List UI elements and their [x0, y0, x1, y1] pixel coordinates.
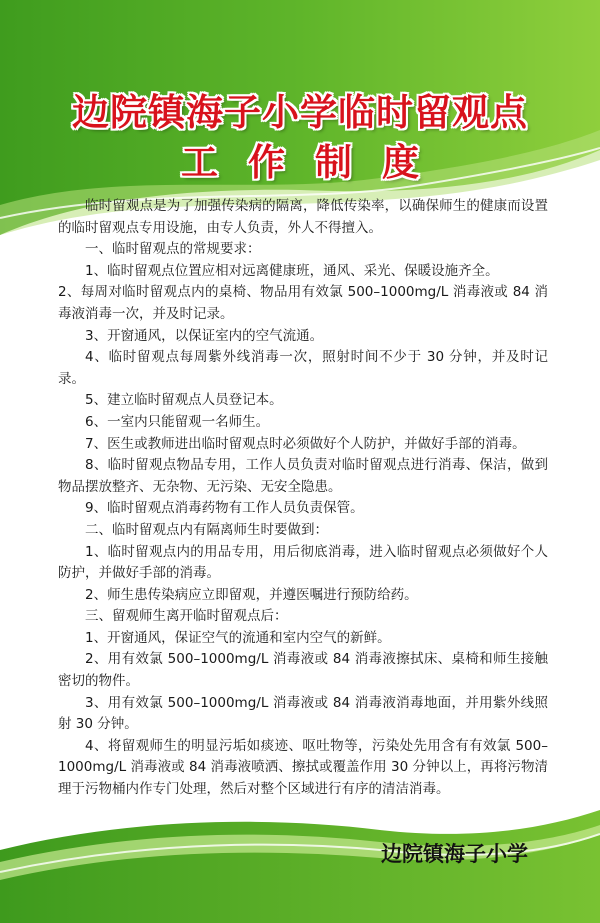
section-heading: 三、留观师生离开临时留观点后： — [85, 608, 288, 625]
rule-item: 1、临时留观点位置应相对远离健康班，通风、采光、保暖设施齐全。 — [85, 262, 499, 279]
intro-paragraph: 临时留观点是为了加强传染病的隔离，降低传染率，以确保师生的健康而设置的临时留观点专用设施，由专人负责，外人不得擅入。 — [58, 198, 548, 236]
regulation-body — [58, 196, 548, 801]
rule-item: 2、用有效氯 500–1000mg/L 消毒液或 84 消毒液擦拭床、桌椅和师生接触密切的物件。 — [58, 651, 548, 690]
section-heading: 二、临时留观点内有隔离师生时要做到： — [85, 521, 328, 538]
rule-item: 8、临时留观点物品专用，工作人员负责对临时留观点进行消毒、保洁，做到物品摆放整齐、无杂物、无污染、无安全隐患。 — [58, 457, 548, 495]
rule-item: 2、每周对临时留观点内的桌椅、物品用有效氯 500–1000mg/L 消毒液或 84 消毒液消毒一次，并及时记录。 — [58, 284, 548, 322]
title-line-2: 工作制度 — [181, 140, 449, 184]
rule-item: 1、开窗通风，保证空气的流通和室内空气的新鲜。 — [85, 629, 391, 646]
rule-item: 5、建立临时留观点人员登记本。 — [85, 392, 283, 409]
rule-item: 3、开窗通风，以保证室内的空气流通。 — [85, 327, 324, 344]
rule-item: 4、将留观师生的明显污垢如痰迹、呕吐物等，污染处先用含有有效氯 500–1000mg/L 消毒液或 84 消毒液喷洒、擦拭或覆盖作用 30 分钟以上，再将污物清理于污物桶内作专门处理，然后对整个区域进行有序的清洁消毒。 — [58, 737, 548, 798]
title-line-1: 边院镇海子小学临时留观点 — [72, 90, 528, 134]
rule-item: 4、临时留观点每周紫外线消毒一次，照射时间不少于 30 分钟，并及时记录。 — [58, 349, 548, 387]
rule-item: 7、医生或教师进出临时留观点时必须做好个人防护，并做好手部的消毒。 — [85, 435, 526, 452]
rule-item: 2、师生患传染病应立即留观，并遵医嘱进行预防给药。 — [85, 586, 418, 603]
rule-item: 3、用有效氯 500–1000mg/L 消毒液或 84 消毒液消毒地面，并用紫外线照射 30 分钟。 — [58, 694, 548, 733]
section-heading: 一、临时留观点的常规要求： — [85, 241, 261, 258]
rule-item: 9、临时留观点消毒药物有工作人员负责保管。 — [85, 500, 364, 517]
rule-item: 6、一室内只能留观一名师生。 — [85, 413, 270, 430]
school-name-footer: 边院镇海子小学 — [381, 841, 528, 866]
rule-item: 1、临时留观点内的用品专用，用后彻底消毒，进入临时留观点必须做好个人防护，并做好手部的消毒。 — [58, 543, 548, 582]
